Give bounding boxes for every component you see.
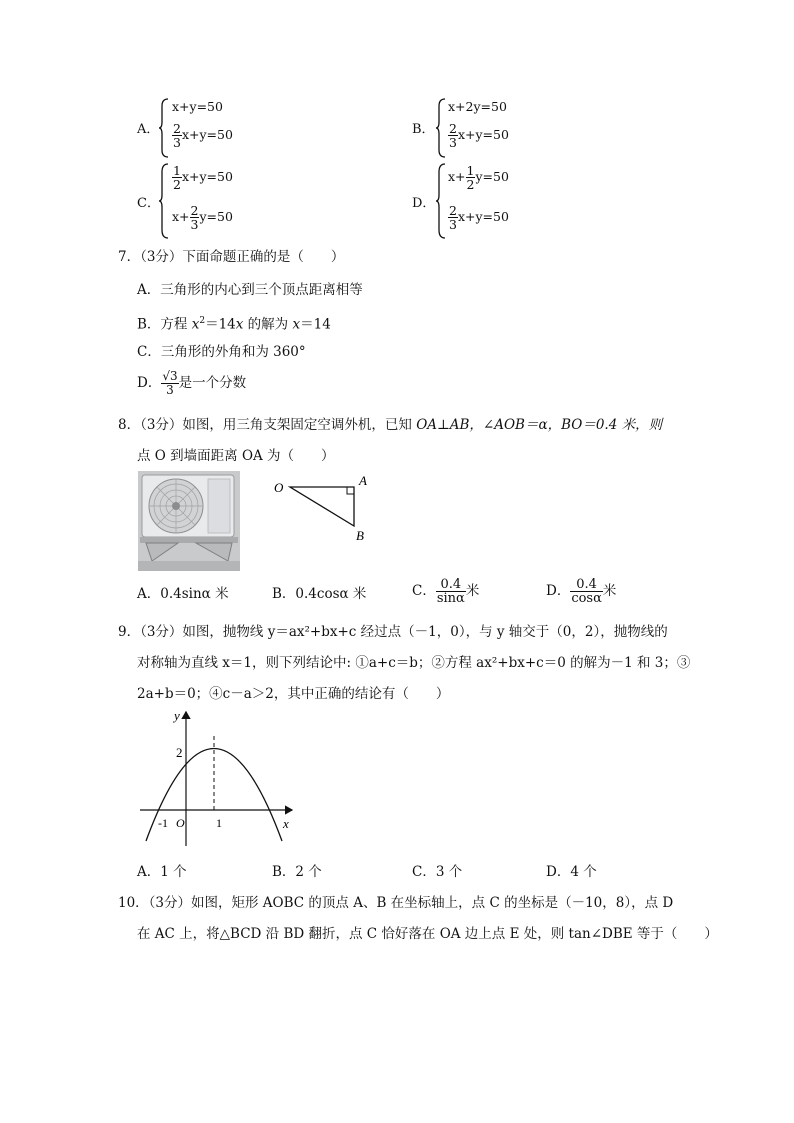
q6-a-eq2: $\frac{2}{3}$ x+y=50 [173,121,233,150]
q9-line1: 9．（3分）如图，抛物线 y＝ax²+bx+c 经过点（－1，0），与 y 轴交于（0，2），抛物线的 [118,624,668,640]
q7-option-a: A．三角形的内心到三个顶点距离相等 [137,282,363,298]
q9-option-a: A．1 个 [137,864,187,880]
q6-option-c-brace [158,163,170,239]
origin-label: O [176,816,185,830]
q6-b-eq2: $\frac{2}{3}$ x+y=50 [449,121,509,150]
q6-option-b-label: B． [412,122,435,137]
q6-c-eq1: $\frac{1}{2}$ x+y=50 [173,163,233,192]
q10-line2: 在 AC 上，将△BCD 沿 BD 翻折，点 C 恰好落在 OA 边上点 E 处，则 tan∠DBE 等于（ ） [137,926,718,942]
q6-option-a-brace [158,98,170,158]
q6-option-d-brace [435,163,447,239]
q9-option-c: C．3 个 [412,864,463,880]
air-conditioner-photo [138,471,240,571]
q8-triangle-figure [270,472,380,547]
q9-option-b: B．2 个 [272,864,322,880]
vertex-x-label: 1 [216,816,222,830]
q10-line1: 10．（3分）如图，矩形 AOBC 的顶点 A、B 在坐标轴上，点 C 的坐标是（－10，8），点 D [118,895,674,911]
q6-option-b-brace [435,98,447,158]
q6-option-a-label: A． [137,122,160,137]
q8-option-d: D． $\frac{0.4}{\cos\alpha}$ 米 [546,577,617,606]
q9-line2: 对称轴为直线 x＝1，则下列结论中: ①a+c＝b；②方程 ax²+bx+c＝0 的解为－1 和 3；③ [137,655,691,671]
q6-c-eq2: x+ $\frac{2}{3}$ y=50 [172,203,233,232]
x-axis-label: x [283,816,289,831]
q8-option-a: A．0.4sinα 米 [137,586,229,602]
q6-a-eq1: x+y=50 [172,99,223,114]
q9-option-d: D．4 个 [546,864,597,880]
q9-parabola-figure [136,706,301,851]
triangle-oab [290,487,354,526]
root-neg1-label: -1 [158,816,168,830]
q6-option-c-label: C． [137,196,160,211]
y-intercept-label: 2 [176,745,183,760]
q7-stem: 7．（3分）下面命题正确的是（ ） [118,249,345,265]
point-o-label: O [274,480,284,495]
q8-line2: 点 O 到墙面距离 OA 为（ ） [137,448,335,464]
q6-option-d-label: D． [412,196,436,211]
q6-b-eq1: x+2y=50 [448,99,507,114]
point-b-label: B [356,528,364,543]
q8-option-b: B．0.4cosα 米 [272,586,367,602]
q8-option-c: C． $\frac{0.4}{\sin\alpha}$ 米 [412,577,480,606]
q7-option-b: B．方程 $x^2=14x$ 的解为 x＝14 [137,316,331,333]
q6-d-eq2: $\frac{2}{3}$ x+y=50 [449,203,509,232]
q9-line3: 2a+b＝0；④c－a＞2，其中正确的结论有（ ） [137,686,450,702]
q8-line1: 8．（3分）如图，用三角支架固定空调外机，已知 OA⊥AB，∠AOB＝α，BO＝0.4 米，则 [118,417,663,433]
point-a-label: A [359,473,367,488]
q6-d-eq1: x+ $\frac{1}{2}$ y=50 [448,163,509,192]
q7-option-d: D． $\frac{√3}{3}$ 是一个分数 [137,369,247,397]
q7-option-c: C．三角形的外角和为 360° [137,344,306,360]
y-axis-label: y [174,708,180,723]
